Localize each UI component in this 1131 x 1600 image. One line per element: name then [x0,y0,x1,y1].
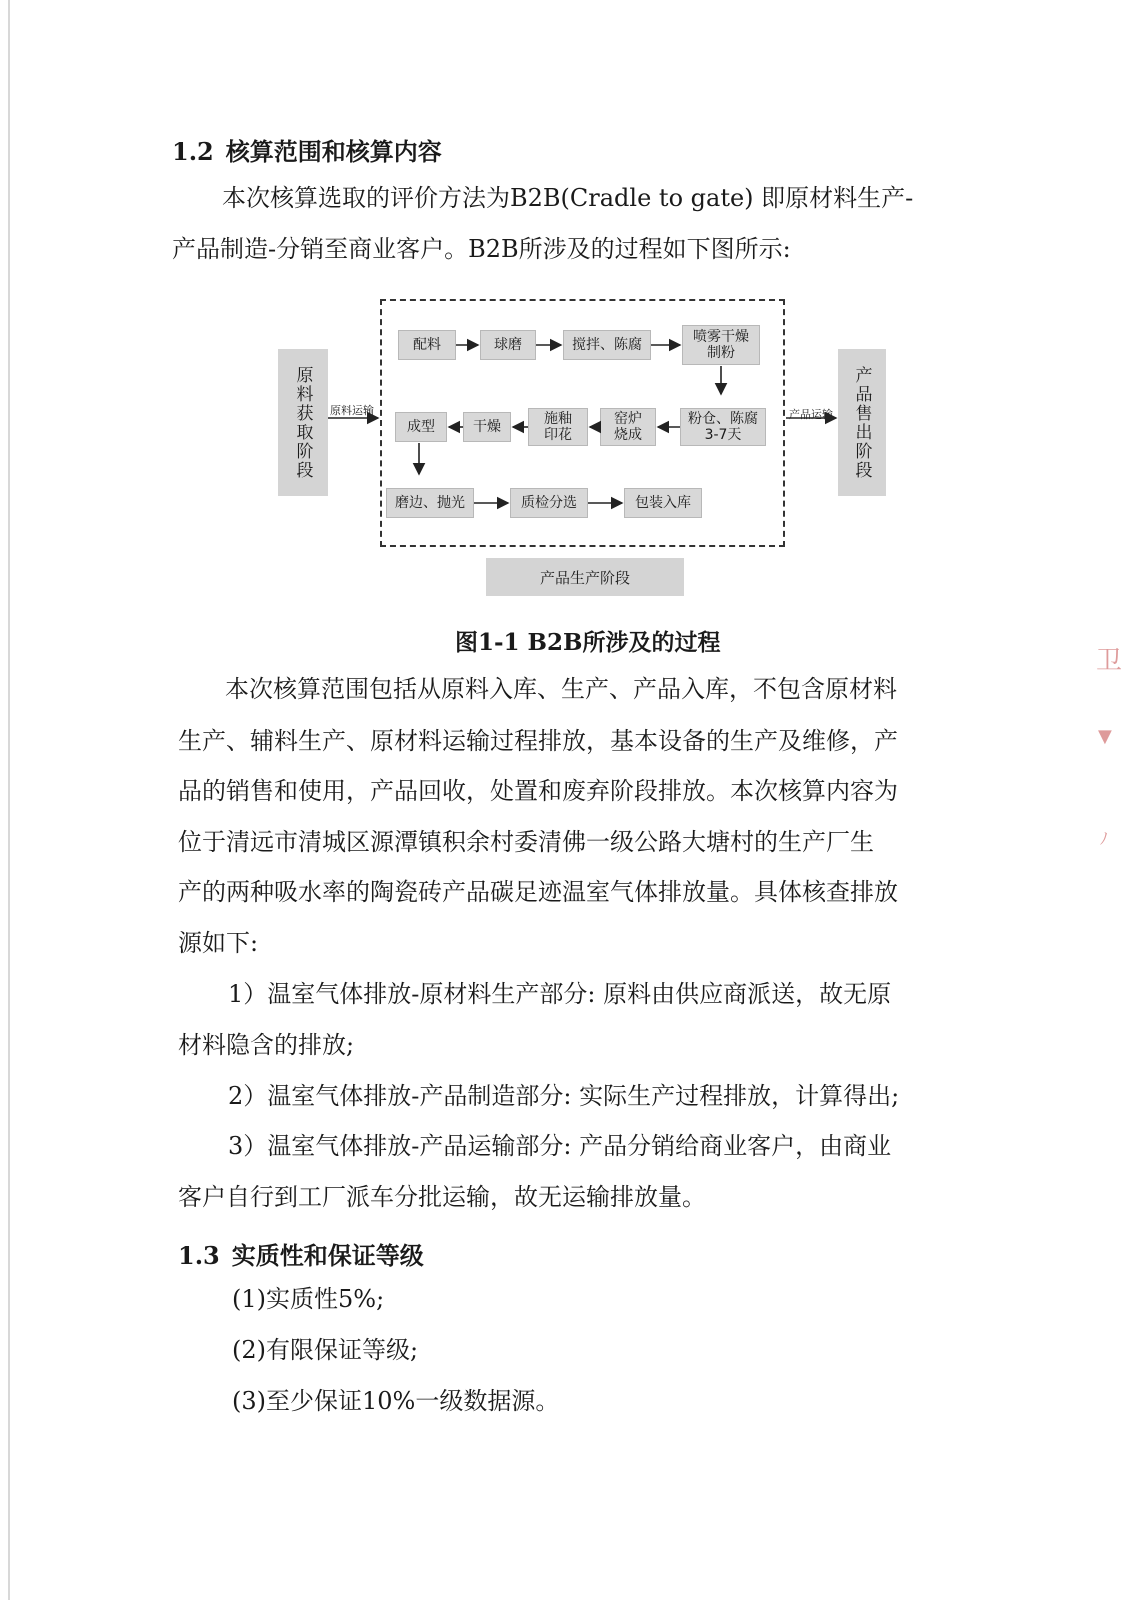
intro-line-1: 本次核算选取的评价方法为B2B(Cradle to gate) 即原材料生产- [222,184,914,212]
section-1-3-heading [178,1236,424,1271]
section-title: 核算范围和核算内容 [225,137,442,166]
step-fencang: 粉仓、陈腐 3-7天 [680,408,766,446]
step-zhijian: 质检分选 [510,488,588,518]
section-title: 实质性和保证等级 [231,1241,424,1270]
production-stage-label: 产品生产阶段 [539,568,630,587]
section-number: 1.2 [172,137,214,166]
item-3-line-2: 客户自行到工厂派车分批运输，故无运输排放量。 [178,1183,706,1211]
section-number: 1.3 [178,1241,220,1270]
step-yaolu: 窑炉 烧成 [600,408,656,446]
assurance-item-1: (1)实质性5%; [232,1285,385,1313]
figure-caption: 图1-1 B2B所涉及的过程 [455,629,721,656]
step-shiyou: 施釉 印花 [528,408,588,446]
assurance-item-3: (3)至少保证10%一级数据源。 [232,1387,560,1415]
assurance-item-2: (2)有限保证等级; [232,1336,419,1364]
raw-material-stage-label: 原料获取阶段 [292,365,313,480]
step-qiumo: 球磨 [480,330,536,360]
scope-line-6: 源如下: [178,929,259,957]
step-ganzao: 干燥 [463,412,511,442]
product-sale-stage-label: 产品售出阶段 [851,365,872,480]
seal-fragment-2: ▼ [1098,726,1112,747]
scope-line-2: 生产、辅料生产、原材料运输过程排放，基本设备的生产及维修，产 [178,727,898,755]
scope-line-1: 本次核算范围包括从原料入库、生产、产品入库，不包含原材料 [225,675,897,703]
step-jiaoban: 搅拌、陈腐 [563,330,651,360]
step-baozhuang: 包装入库 [624,488,702,518]
seal-fragment-1: 卫 [1096,646,1123,676]
item-2: 2）温室气体排放-产品制造部分: 实际生产过程排放，计算得出; [228,1082,900,1110]
raw-transport-label: 原料运输 [330,404,374,417]
scope-line-3: 品的销售和使用，产品回收，处置和废弃阶段排放。本次核算内容为 [178,777,898,805]
step-penwu: 喷雾干燥 制粉 [682,325,760,365]
item-1-line-2: 材料隐含的排放; [178,1031,355,1059]
step-mobian: 磨边、抛光 [386,488,474,518]
scope-line-4: 位于清远市清城区源潭镇积余村委清佛一级公路大塘村的生产厂生 [178,828,874,856]
scope-line-5: 产的两种吸水率的陶瓷砖产品碳足迹温室气体排放量。具体核查排放 [178,878,898,906]
diagram-arrows [0,0,1131,650]
intro-line-2: 产品制造-分销至商业客户。B2B所涉及的过程如下图所示: [172,235,791,263]
product-transport-label: 产品运输 [789,408,833,421]
step-peiliao: 配料 [398,330,456,360]
item-3-line-1: 3）温室气体排放-产品运输部分: 产品分销给商业客户，由商业 [228,1132,892,1160]
seal-fragment-3: ﾉ [1100,829,1109,848]
step-chengxing: 成型 [395,412,447,442]
item-1-line-1: 1）温室气体排放-原材料生产部分: 原料由供应商派送，故无原 [228,980,892,1008]
